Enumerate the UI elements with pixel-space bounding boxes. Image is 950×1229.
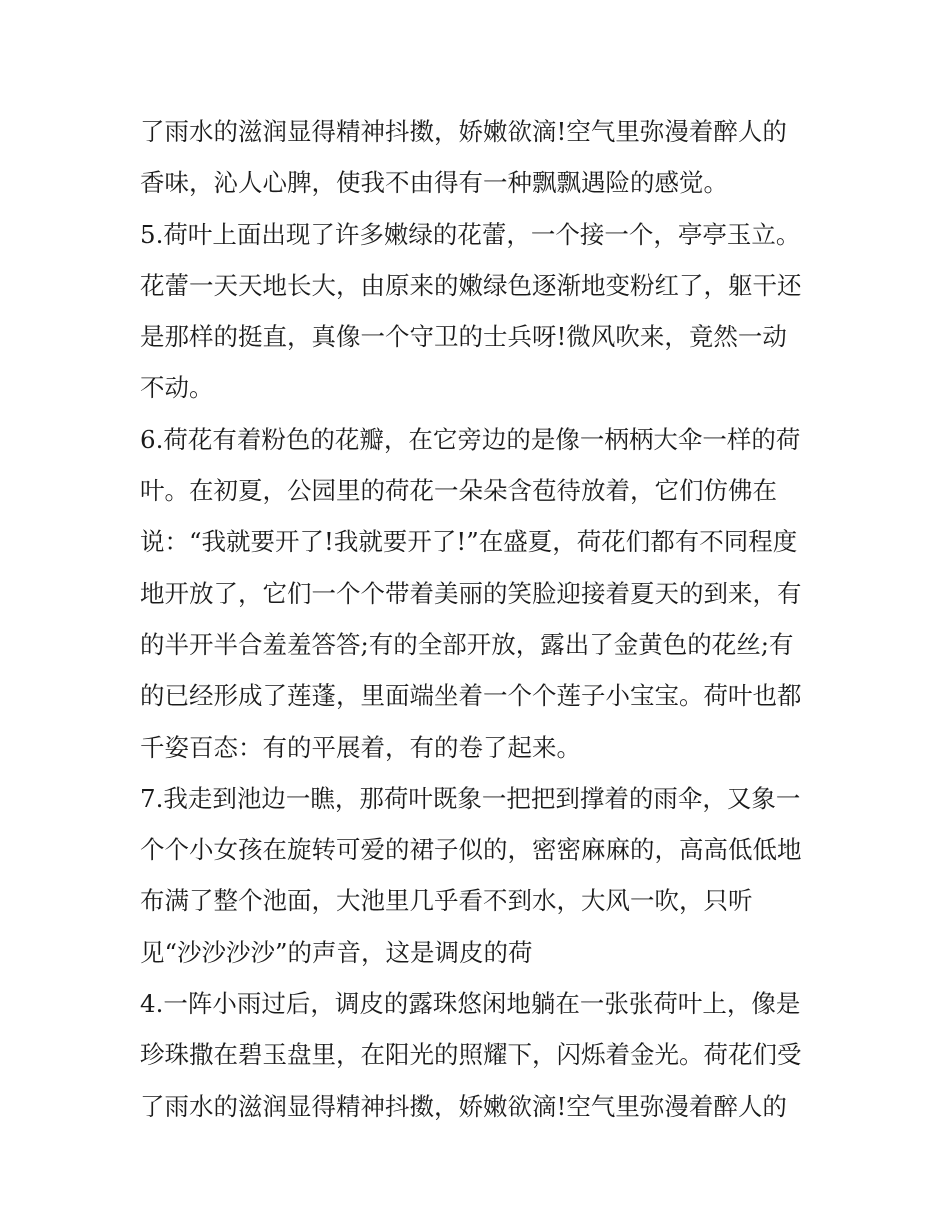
text-line: 个个小女孩在旋转可爱的裙子似的，密密麻麻的，高高低低地 [140, 835, 802, 865]
text-line: 千姿百态：有的平展着，有的卷了起来。 [140, 732, 581, 762]
text-line: 7.我走到池边一瞧，那荷叶既象一把把到撑着的雨伞，又象一 [140, 783, 801, 813]
text-line: 的半开半合羞羞答答;有的全部开放，露出了金黄色的花丝;有 [140, 629, 794, 659]
text-line: 4.一阵小雨过后，调皮的露珠悠闲地躺在一张张荷叶上，像是 [140, 989, 801, 1019]
text-line: 珍珠撒在碧玉盘里，在阳光的照耀下，闪烁着金光。荷花们受 [140, 1040, 802, 1070]
text-line: 地开放了，它们一个个带着美丽的笑脸迎接着夏天的到来，有 [140, 578, 802, 608]
text-line: 叶。在初夏，公园里的荷花一朵朵含苞待放着，它们仿佛在 [140, 476, 777, 506]
text-line: 的已经形成了莲蓬，里面端坐着一个个莲子小宝宝。荷叶也都 [140, 681, 802, 711]
text-line: 5.荷叶上面出现了许多嫩绿的花蕾，一个接一个，亭亭玉立。 [140, 219, 801, 249]
text-line: 不动。 [140, 373, 214, 403]
text-line: 了雨水的滋润显得精神抖擞，娇嫩欲滴!空气里弥漫着醉人的 [140, 1091, 787, 1121]
text-line: 6.荷花有着粉色的花瓣，在它旁边的是像一柄柄大伞一样的荷 [140, 424, 801, 454]
text-line: 说：“我就要开了!我就要开了!”在盛夏，荷花们都有不同程度 [140, 527, 798, 557]
text-line: 花蕾一天天地长大，由原来的嫩绿色逐渐地变粉红了，躯干还 [140, 270, 802, 300]
text-line: 见“沙沙沙沙”的声音，这是调皮的荷 [140, 937, 533, 967]
document-body [140, 106, 820, 1132]
text-line: 是那样的挺直，真像一个守卫的士兵呀!微风吹来，竟然一动 [140, 322, 787, 352]
text-line: 布满了整个池面，大池里几乎看不到水，大风一吹，只听 [140, 886, 753, 916]
text-line: 了雨水的滋润显得精神抖擞，娇嫩欲滴!空气里弥漫着醉人的 [140, 117, 787, 146]
text-line: 香味，沁人心脾，使我不由得有一种飘飘遇险的感觉。 [140, 168, 728, 198]
